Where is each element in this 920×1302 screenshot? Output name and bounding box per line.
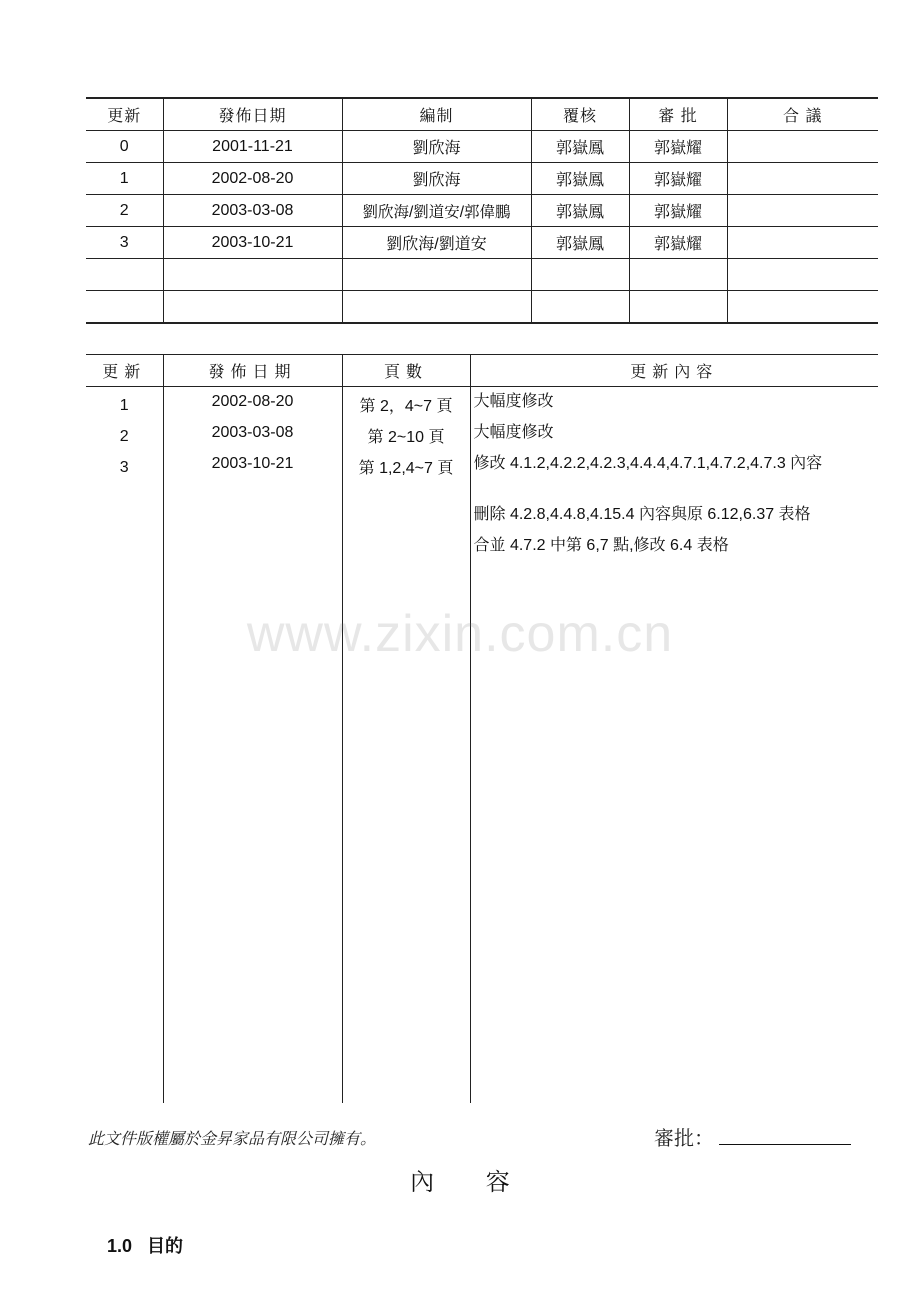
cell-approved [629,259,727,291]
cell-reviewed [531,259,629,291]
cell-approved: 郭嶽耀 [629,195,727,227]
cell-prepared: 劉欣海/劉道安/郭偉鵬 [342,195,531,227]
cell-date: 2003-03-08 [163,418,342,449]
cell-date: 2003-10-21 [163,449,342,497]
revision-table [86,354,878,1103]
table-row [86,195,878,227]
approval-table [86,97,878,324]
cell-content: 刪除 4.2.8,4.4.8,4.15.4 內容與原 6.12,6.37 表格 [470,497,878,528]
table-row [86,163,878,195]
table-row [86,227,878,259]
cell-content: 修改 4.1.2,4.2.2,4.2.3,4.4.4,4.7.1,4.7.2,4.7.3 內容 [470,449,878,497]
cell-date: 2002-08-20 [163,387,342,418]
cell-prepared: 劉欣海 [342,163,531,195]
cell-date: 2001-11-21 [163,131,342,163]
cell-approved: 郭嶽耀 [629,227,727,259]
cell-revision: 3 [86,227,163,259]
cell-reviewed: 郭嶽鳳 [531,227,629,259]
section-title: 目的 [147,1236,184,1256]
cell-approved: 郭嶽耀 [629,131,727,163]
cell-prepared [342,291,531,324]
cell-countersign [727,259,878,291]
cell-prepared [342,259,531,291]
cell-countersign [727,291,878,324]
cell-revision: 2 [86,418,163,449]
header-prepared-by: 編制 [342,98,531,131]
cell-date [163,259,342,291]
section-number: 1.0 [107,1236,133,1256]
table-row [86,497,878,528]
table-row [86,449,878,497]
cell-revision: 1 [86,163,163,195]
cell-pages: 第 2~10 頁 [342,418,470,449]
cell-date: 2003-10-21 [163,227,342,259]
cell-countersign [727,131,878,163]
table-filler-row [86,559,878,1103]
cell-approved [629,291,727,324]
cell-content: 合並 4.7.2 中第 6,7 點,修改 6.4 表格 [470,528,878,559]
cell-prepared: 劉欣海/劉道安 [342,227,531,259]
cell-countersign [727,163,878,195]
cell-revision: 3 [86,449,163,497]
header-release-date: 發佈日期 [163,355,342,387]
table-row [86,528,878,559]
cell-prepared: 劉欣海 [342,131,531,163]
header-revision: 更新 [86,355,163,387]
approval-header-row [86,98,878,131]
cell-revision [86,291,163,324]
cell-revision: 1 [86,387,163,418]
cell-reviewed: 郭嶽鳳 [531,163,629,195]
cell-revision: 2 [86,195,163,227]
header-pages: 頁數 [342,355,470,387]
copyright-notice: 此文件版權屬於金昇家品有限公司擁有。 [88,1131,377,1148]
revision-header-row [86,355,878,387]
cell-countersign [727,195,878,227]
signature-line [719,1144,851,1145]
section-heading [107,1232,183,1258]
toc-title: 內 容 [410,1168,532,1196]
cell-date: 2003-03-08 [163,195,342,227]
table-row [86,291,878,324]
header-release-date: 發佈日期 [163,98,342,131]
table-row [86,387,878,418]
cell-reviewed: 郭嶽鳳 [531,195,629,227]
cell-date: 2002-08-20 [163,163,342,195]
cell-date [163,291,342,324]
cell-countersign [727,227,878,259]
table-row [86,418,878,449]
watermark: www.zixin.com.cn [246,605,674,663]
cell-pages: 第 1,2,4~7 頁 [342,449,470,497]
cell-content: 大幅度修改 [470,387,878,418]
cell-approved: 郭嶽耀 [629,163,727,195]
header-reviewed-by: 覆核 [531,98,629,131]
header-revision: 更新 [86,98,163,131]
approval-label: 審批： [654,1128,714,1150]
header-approved-by: 審 批 [629,98,727,131]
cell-pages: 第 2，4~7 頁 [342,387,470,418]
table-row [86,259,878,291]
cell-revision: 0 [86,131,163,163]
header-change-content: 更新內容 [470,355,878,387]
cell-content: 大幅度修改 [470,418,878,449]
cell-reviewed [531,291,629,324]
cell-revision [86,259,163,291]
header-countersign: 合 議 [727,98,878,131]
cell-reviewed: 郭嶽鳳 [531,131,629,163]
table-row [86,131,878,163]
